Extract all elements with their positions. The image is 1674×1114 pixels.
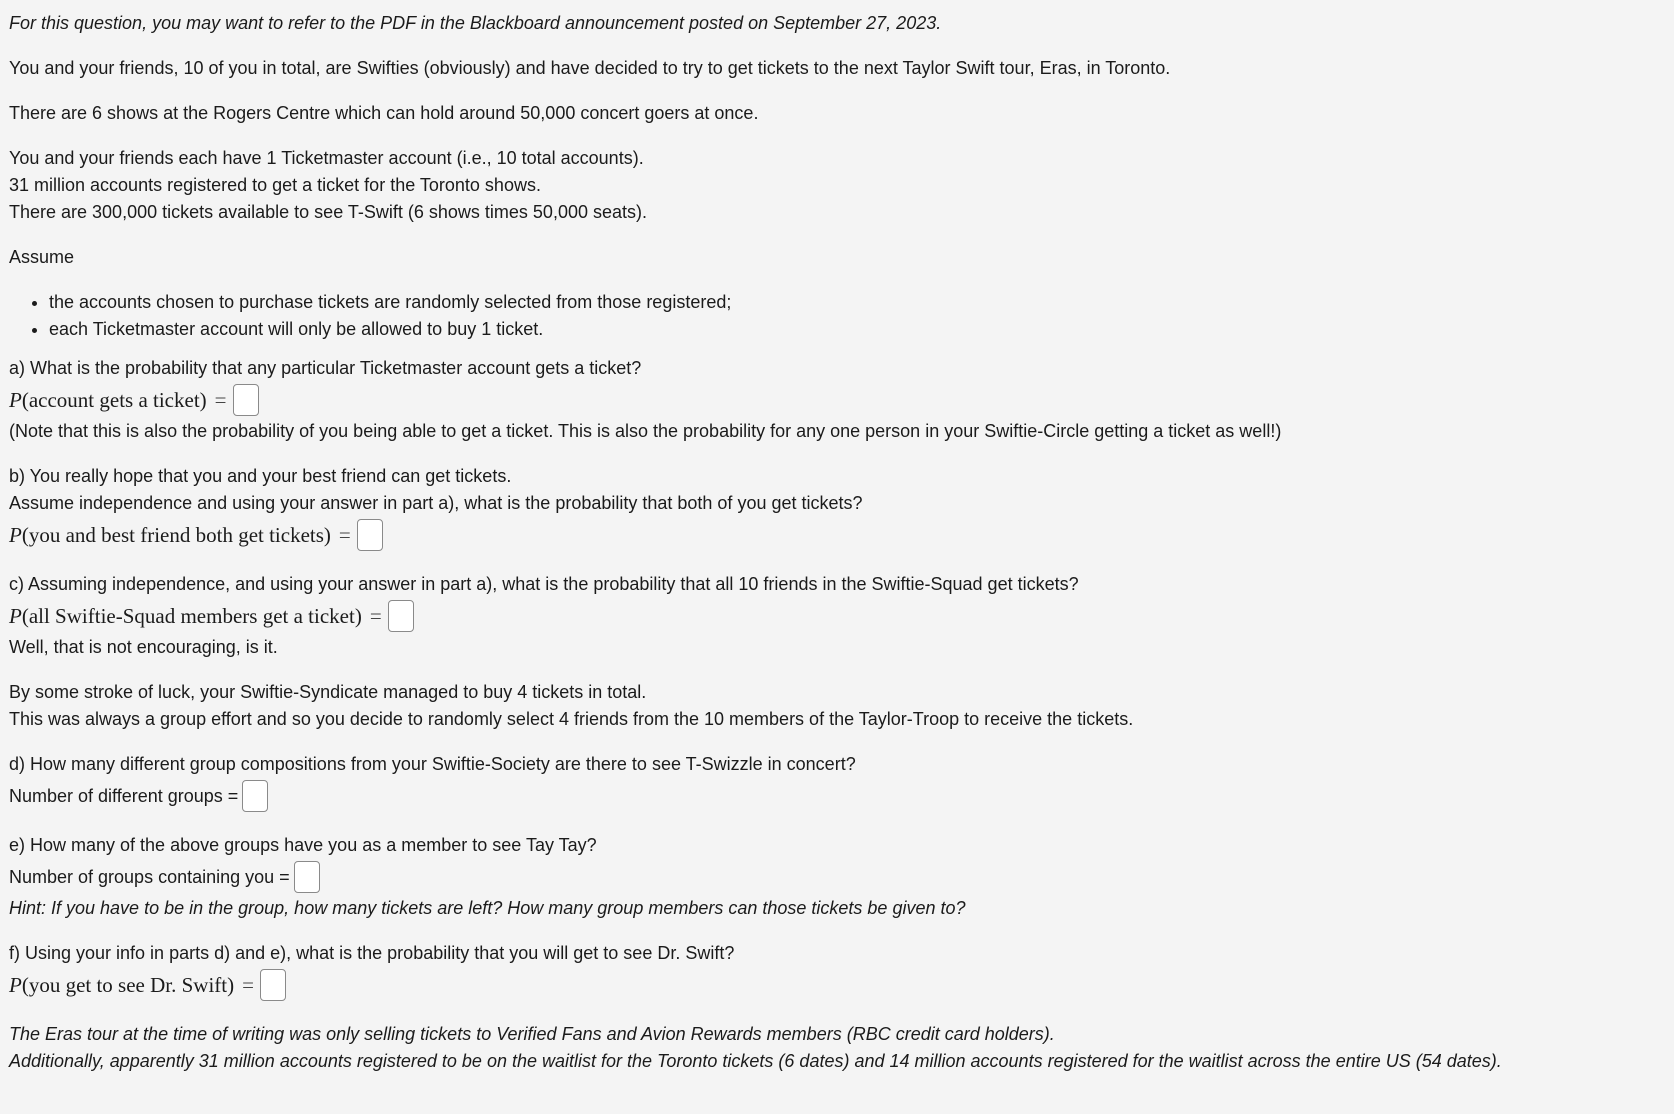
equals-sign: = xyxy=(338,523,351,547)
part-d-question: d) How many different group compositions from your Swiftie-Society are there to see T-Swizzle in concert? xyxy=(9,754,856,774)
assumption-list xyxy=(9,289,1665,343)
luck-line-1: By some stroke of luck, your Swiftie-Syndicate managed to buy 4 tickets in total. xyxy=(9,682,647,702)
footer-line-2: Additionally, apparently 31 million accounts registered to be on the waitlist for the Toronto tickets (6 dates) and 14 million accounts registered for the waitlist across the entire US (54 dates). xyxy=(9,1051,1502,1071)
intro-shows-text: There are 6 shows at the Rogers Centre which can hold around 50,000 concert goers at once. xyxy=(9,103,759,123)
part-c-question: c) Assuming independence, and using your answer in part a), what is the probability that all 10 friends in the Swiftie-Squad get tickets? xyxy=(9,574,1079,594)
part-e-hint: Hint: If you have to be in the group, how many tickets are left? How many group members can those tickets be given to? xyxy=(9,898,966,918)
part-f xyxy=(9,940,1665,1003)
part-e-answer-line xyxy=(9,859,1665,895)
part-f-answer-input[interactable] xyxy=(260,969,286,1001)
part-b-intro: b) You really hope that you and your best friend can get tickets. xyxy=(9,466,512,486)
prob-symbol: P xyxy=(9,523,22,547)
prob-symbol: P xyxy=(9,973,22,997)
intro-friends-text: You and your friends, 10 of you in total, are Swifties (obviously) and have decided to try to get tickets to the next Taylor Swift tour, Eras, in Toronto. xyxy=(9,58,1171,78)
part-b-answer-input[interactable] xyxy=(357,519,383,551)
part-a-event: (account gets a ticket) xyxy=(21,388,207,412)
footer-note xyxy=(9,1021,1665,1075)
part-a-note: (Note that this is also the probability of you being able to get a ticket. This is also the probability for any one person in your Swiftie-Circle getting a ticket as well!) xyxy=(9,421,1282,441)
prob-symbol: P xyxy=(9,388,22,412)
prob-symbol: P xyxy=(9,604,22,628)
assume-label: Assume xyxy=(9,247,75,267)
equals-sign: = xyxy=(242,973,254,997)
pdf-reference-note: For this question, you may want to refer to the PDF in the Blackboard announcement posted on September 27, 2023. xyxy=(9,13,942,33)
part-b-formula xyxy=(9,517,383,553)
part-c-answer-input[interactable] xyxy=(388,600,414,632)
part-e-answer-input[interactable] xyxy=(294,861,320,893)
assumption-item: • the accounts chosen to purchase tickets are randomly selected from those registered; xyxy=(49,289,1665,316)
part-e-label: Number of groups containing you = xyxy=(9,866,290,887)
part-d-answer-line xyxy=(9,778,1665,814)
part-b-event: (you and best friend both get tickets) xyxy=(21,523,331,547)
part-a-question: a) What is the probability that any particular Ticketmaster account gets a ticket? xyxy=(9,358,642,378)
equals-sign: = xyxy=(214,388,227,412)
part-a xyxy=(9,355,1665,445)
part-f-event: (you get to see Dr. Swift) xyxy=(21,973,235,997)
footer-line-1: The Eras tour at the time of writing was only selling tickets to Verified Fans and Avion Rewards members (RBC credit card holders). xyxy=(9,1024,1055,1044)
assumption-item: • each Ticketmaster account will only be allowed to buy 1 ticket. xyxy=(49,316,1665,343)
facts-block xyxy=(9,145,1665,226)
part-e-question: e) How many of the above groups have you as a member to see Tay Tay? xyxy=(9,835,597,855)
part-f-formula xyxy=(9,967,286,1003)
luck-line-2: This was always a group effort and so you decide to randomly select 4 friends from the 10 members of the Taylor-Troop to receive the tickets. xyxy=(9,709,1134,729)
part-c-event: (all Swiftie-Squad members get a ticket) xyxy=(21,604,362,628)
fact-registered: 31 million accounts registered to get a ticket for the Toronto shows. xyxy=(9,175,541,195)
part-c-comment: Well, that is not encouraging, is it. xyxy=(9,637,278,657)
part-d xyxy=(9,751,1665,814)
part-d-label: Number of different groups = xyxy=(9,785,239,806)
part-b xyxy=(9,463,1665,553)
fact-accounts: You and your friends each have 1 Ticketmaster account (i.e., 10 total accounts). xyxy=(9,148,644,168)
part-c xyxy=(9,571,1665,661)
part-a-formula xyxy=(9,382,259,418)
fact-tickets: There are 300,000 tickets available to see T-Swift (6 shows times 50,000 seats). xyxy=(9,202,647,222)
part-a-answer-input[interactable] xyxy=(233,384,259,416)
part-f-question: f) Using your info in parts d) and e), what is the probability that you will get to see Dr. Swift? xyxy=(9,943,735,963)
part-b-question: Assume independence and using your answer in part a), what is the probability that both of you get tickets? xyxy=(9,493,863,513)
equals-sign: = xyxy=(369,604,382,628)
part-d-answer-input[interactable] xyxy=(242,780,268,812)
luck-block xyxy=(9,679,1665,733)
part-e xyxy=(9,832,1665,922)
part-c-formula xyxy=(9,598,414,634)
